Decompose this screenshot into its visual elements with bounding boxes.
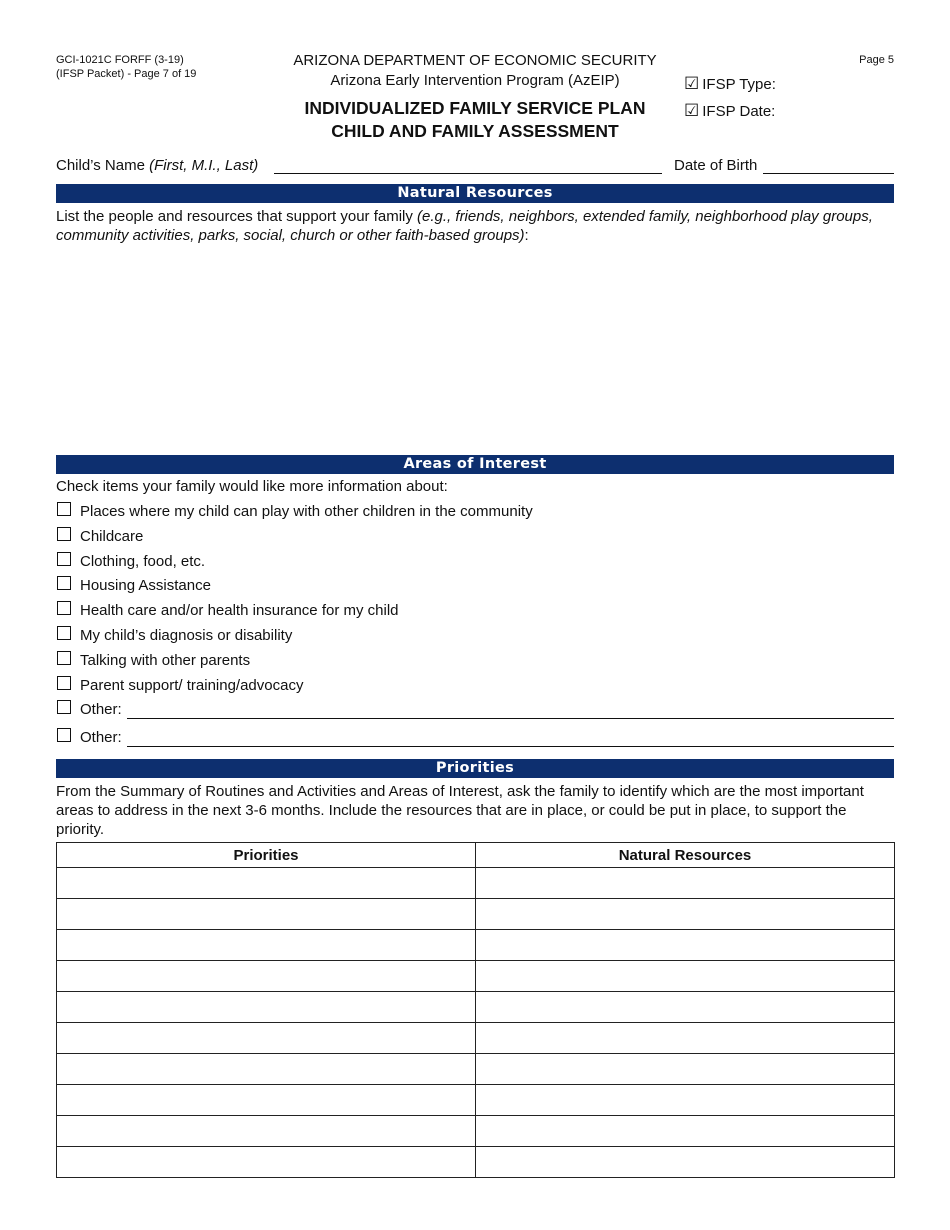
other-label: Other: xyxy=(80,701,122,719)
priority-cell[interactable] xyxy=(57,992,476,1023)
priority-cell[interactable] xyxy=(57,868,476,899)
interest-item[interactable] xyxy=(56,599,894,624)
ifsp-type-field[interactable] xyxy=(684,74,776,94)
natural-resources-prompt xyxy=(56,207,896,245)
checkbox[interactable] xyxy=(57,651,71,665)
form-id: GCI-1021C FORFF (3-19) xyxy=(56,54,184,66)
priority-cell[interactable] xyxy=(57,961,476,992)
checkbox[interactable] xyxy=(57,626,71,640)
checkbox[interactable] xyxy=(57,676,71,690)
form-id-block xyxy=(56,53,196,81)
other-input-line[interactable] xyxy=(127,718,894,719)
child-name-label xyxy=(56,157,258,174)
table-row xyxy=(57,868,895,899)
priorities-intro: From the Summary of Routines and Activities and Areas of Interest, ask the family to identify which are the most important areas to address in the next 3-6 months. Include the resources that are in place, or could be put in place, to support the priority. xyxy=(56,783,864,838)
other-label: Other: xyxy=(80,729,122,747)
program-name: Arizona Early Intervention Program (AzEIP) xyxy=(330,72,620,89)
natural-resource-cell[interactable] xyxy=(476,930,895,961)
prompt-examples: (e.g., friends, neighbors, extended family, neighborhood play groups, community activities, parks, social, church or other faith-based groups) xyxy=(56,208,873,244)
dob-label: Date of Birth xyxy=(674,157,758,174)
table-row xyxy=(57,1054,895,1085)
interest-checklist xyxy=(56,500,894,754)
priority-cell[interactable] xyxy=(57,1147,476,1178)
interest-item[interactable] xyxy=(56,624,894,649)
ifsp-date-label: IFSP Date: xyxy=(702,103,776,120)
checkbox[interactable] xyxy=(57,576,71,590)
interest-label: Housing Assistance xyxy=(80,577,211,595)
interest-item-other-1[interactable] xyxy=(56,698,894,726)
interest-label: Clothing, food, etc. xyxy=(80,552,206,570)
natural-resource-cell[interactable] xyxy=(476,1116,895,1147)
priorities-table-body xyxy=(57,868,895,1178)
interest-label: Places where my child can play with other children in the community xyxy=(80,503,533,520)
natural-resources-heading: Natural Resources xyxy=(56,184,894,203)
child-info-row xyxy=(56,157,894,177)
priority-cell[interactable] xyxy=(57,1023,476,1054)
checkbox[interactable] xyxy=(57,502,71,516)
interest-label: Talking with other parents xyxy=(80,651,251,669)
page-number: Page 5 xyxy=(859,54,894,66)
priority-cell[interactable] xyxy=(57,1116,476,1147)
priority-cell[interactable] xyxy=(57,1054,476,1085)
natural-resource-cell[interactable] xyxy=(476,1054,895,1085)
interest-item[interactable] xyxy=(56,574,894,599)
form-title-line2: CHILD AND FAMILY ASSESSMENT xyxy=(331,121,619,141)
ifsp-date-field[interactable] xyxy=(684,101,775,121)
interest-item[interactable] xyxy=(56,550,894,575)
prompt-end: : xyxy=(524,227,529,244)
table-row xyxy=(57,1085,895,1116)
interest-item[interactable] xyxy=(56,649,894,674)
table-row xyxy=(57,1116,895,1147)
priorities-column-header: Priorities xyxy=(57,843,476,868)
dob-input-line[interactable] xyxy=(763,173,894,174)
natural-resource-cell[interactable] xyxy=(476,1147,895,1178)
table-row xyxy=(57,961,895,992)
checked-box-icon: ☑ xyxy=(684,101,700,120)
priority-cell[interactable] xyxy=(57,899,476,930)
interest-label: Health care and/or health insurance for my child xyxy=(80,602,399,620)
checked-box-icon: ☑ xyxy=(684,74,700,93)
priorities-table xyxy=(56,842,895,1178)
table-row xyxy=(57,1023,895,1054)
checkbox[interactable] xyxy=(57,601,71,615)
interest-label: Childcare xyxy=(80,527,144,545)
checkbox[interactable] xyxy=(57,552,71,566)
checkbox[interactable] xyxy=(57,700,71,714)
ifsp-type-label: IFSP Type: xyxy=(702,76,776,93)
natural-resource-cell[interactable] xyxy=(476,899,895,930)
child-name-input-line[interactable] xyxy=(274,173,662,174)
natural-resource-cell[interactable] xyxy=(476,868,895,899)
child-name-text: Child’s Name xyxy=(56,157,145,174)
natural-resource-cell[interactable] xyxy=(476,1023,895,1054)
table-row xyxy=(57,1147,895,1178)
interest-label: My child’s diagnosis or disability xyxy=(80,626,293,644)
table-header-row xyxy=(57,843,895,868)
priorities-heading: Priorities xyxy=(56,759,894,778)
natural-resource-cell[interactable] xyxy=(476,1085,895,1116)
packet-page: (IFSP Packet) - Page 7 of 19 xyxy=(56,68,197,80)
agency-name: ARIZONA DEPARTMENT OF ECONOMIC SECURITY xyxy=(293,52,657,69)
interest-item[interactable] xyxy=(56,500,894,525)
table-row xyxy=(57,899,895,930)
interest-label: Parent support/ training/advocacy xyxy=(80,676,304,694)
table-row xyxy=(57,992,895,1023)
interest-item-other-2[interactable] xyxy=(56,726,894,754)
form-title-line1: INDIVIDUALIZED FAMILY SERVICE PLAN xyxy=(304,98,646,118)
interest-item[interactable] xyxy=(56,674,894,699)
natural-resource-cell[interactable] xyxy=(476,992,895,1023)
checkbox[interactable] xyxy=(57,728,71,742)
prompt-text: List the people and resources that support your family xyxy=(56,208,413,225)
child-name-hint: (First, M.I., Last) xyxy=(149,157,259,174)
areas-of-interest-intro: Check items your family would like more information about: xyxy=(56,478,448,495)
table-row xyxy=(57,930,895,961)
natural-resource-cell[interactable] xyxy=(476,961,895,992)
natural-resources-column-header: Natural Resources xyxy=(476,843,895,868)
areas-of-interest-heading: Areas of Interest xyxy=(56,455,894,474)
priority-cell[interactable] xyxy=(57,1085,476,1116)
priority-cell[interactable] xyxy=(57,930,476,961)
other-input-line[interactable] xyxy=(127,746,894,747)
interest-item[interactable] xyxy=(56,525,894,550)
checkbox[interactable] xyxy=(57,527,71,541)
